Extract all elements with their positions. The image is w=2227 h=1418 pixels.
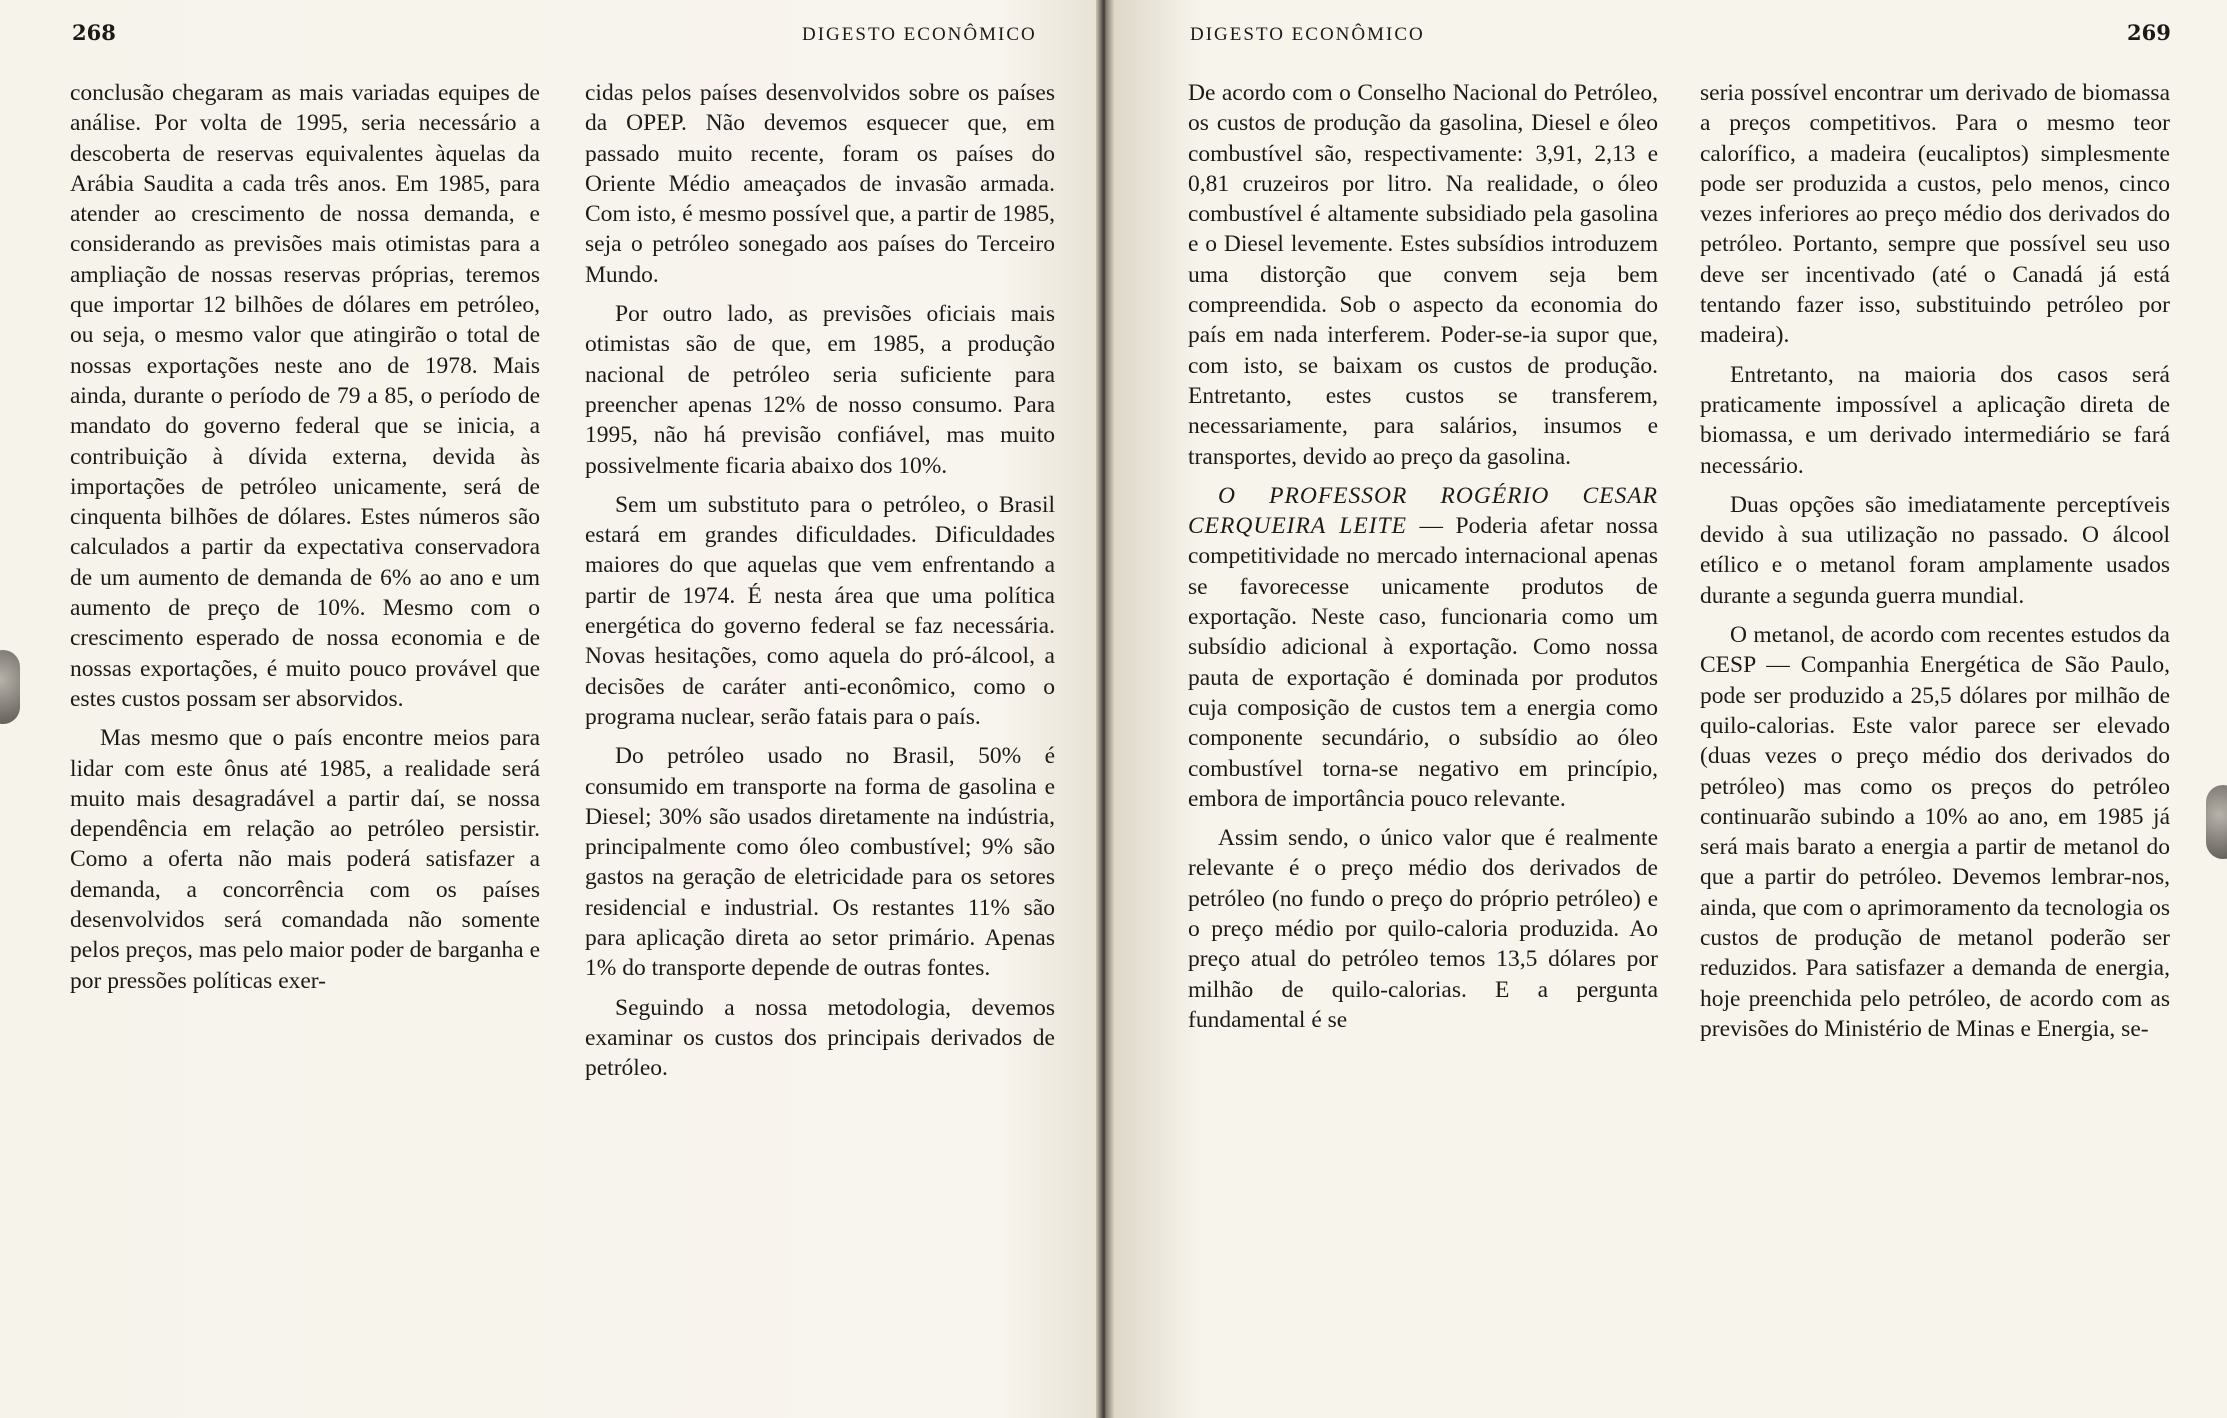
paragraph: Entretanto, na maioria dos casos será praticamente impossível a aplicação direta de biomassa, e um derivado intermediário se fará necessário. [1700,361,2170,479]
text-column-2 [585,78,1055,1084]
paragraph: Mas mesmo que o país encontre meios para lidar com este ônus até 1985, a realidade será muito mais desagradável a partir daí, se nossa dependência em relação ao petróleo persistir. Como a oferta não mais poderá satisfazer a demanda, a concorrência com os países desenvolvidos será comandada não somente pelos preços, mas pelo maior poder de barganha e por pressões políticas exer- [70,725,540,994]
paragraph: Duas opções são imediatamente perceptíveis devido à sua utilização no passado. O álcool etílico e o metanol foram amplamente usados durante a segunda guerra mundial. [1700,491,2170,609]
running-head-right: DIGESTO ECONÔMICO [1190,24,1425,45]
paragraph [1188,481,1658,814]
paragraph: Seguindo a nossa metodologia, devemos examinar os custos dos principais derivados de petróleo. [585,994,1055,1082]
book-gutter [1096,0,1114,1418]
paragraph: seria possível encontrar um derivado de biomassa a preços competitivos. Para o mesmo teor calorífico, a madeira (eucaliptos) simplesmente pode ser produzida a custos, pelo menos, cinco vezes inferiores ao preço médio dos derivados do petróleo. Portanto, sempre que possível seu uso deve ser incentivado (até o Canadá já está tentando fazer isso, substituindo petróleo por madeira). [1700,80,2170,349]
paragraph: conclusão chegaram as mais variadas equipes de análise. Por volta de 1995, seria necessário a descoberta de reservas equivalentes àquelas da Arábia Saudita a cada três anos. Em 1985, para atender ao crescimento de nossa demanda, e considerando as previsões mais otimistas para a ampliação de nossas reservas próprias, teremos que importar 12 bilhões de dólares em petróleo, ou seja, o mesmo valor que atingirão o total de nossas exportações neste ano de 1978. Mais ainda, durante o período de 79 a 85, o período de mandato do governo federal que se inicia, a contribuição à dívida externa, devida às importações de petróleo unicamente, será de cinquenta bilhões de dólares. Estes números são calculados a partir da expectativa conservadora de um aumento de demanda de 6% ao ano e um aumento de preço de 10%. Mesmo com o crescimento esperado de nossa economia e de nossas exportações, é muito pouco provável que estes custos possam ser absorvidos. [70,80,540,712]
paragraph: cidas pelos países desenvolvidos sobre os países da OPEP. Não devemos esquecer que, em passado muito recente, foram os países do Oriente Médio ameaçados de invasão armada. Com isto, é mesmo possível que, a partir de 1985, seja o petróleo sonegado aos países do Terceiro Mundo. [585,80,1055,288]
speaker-text: — Poderia afetar nossa competitividade no mercado internacional apenas se favorecesse unicamente produtos de exportação. Neste caso, funcionaria como um subsídio adicional à exportação. Como nossa pauta de exportação é dominada por produtos cuja composição de custos tem a energia como componente secundário, o subsídio ao óleo combustível torna-se negativo em princípio, embora de importância pouco relevante. [1188,513,1658,812]
running-head-left: DIGESTO ECONÔMICO [802,24,1037,45]
text-column-4 [1700,78,2170,1044]
paragraph: De acordo com o Conselho Nacional do Petróleo, os custos de produção da gasolina, Diesel e óleo combustível são, respectivamente: 3,91, 2,13 e 0,81 cruzeiros por litro. Na realidade, o óleo combustível é altamente subsidiado pela gasolina e o Diesel levemente. Estes subsídios introduzem uma distorção que convem seja bem compreendida. Sob o aspecto da economia do país em nada interferem. Poder-se-ia supor que, com isto, se baixam os custos de produção. Entretanto, estes custos se transferem, necessariamente, para salários, insumos e transportes, devido ao preço da gasolina. [1188,80,1658,470]
text-column-1 [70,78,540,996]
left-page [0,0,1110,1418]
page-number-left: 268 [72,20,116,45]
binding-clip-right [2206,785,2227,859]
speaker-name: O PROFESSOR ROGÉRIO CESAR CERQUEIRA LEITE [1188,482,1658,540]
page-number-right: 269 [2127,20,2171,45]
paragraph: O metanol, de acordo com recentes estudos da CESP — Companhia Energética de São Paulo, pode ser produzido a 25,5 dólares por milhão de quilo-calorias. Este valor parece ser elevado (duas vezes o preço médio dos derivados do petróleo) mas como os preços do petróleo continuarão subindo a 10% ao ano, em 1985 já será mais barato a energia a partir de metanol do que a partir do petróleo. Devemos lembrar-nos, ainda, que com o aprimoramento da tecnologia os custos de produção de metanol poderão ser reduzidos. Para satisfazer a demanda de energia, hoje preenchida pelo petróleo, de acordo com as previsões do Ministério de Minas e Energia, se- [1700,622,2170,1042]
text-column-3 [1188,78,1658,1035]
paragraph: Do petróleo usado no Brasil, 50% é consumido em transporte na forma de gasolina e Diesel; 30% são usados diretamente na indústria, principalmente como óleo combustível; 9% são gastos na geração de eletricidade para os setores residencial e industrial. Os restantes 11% são para aplicação direta ao setor primário. Apenas 1% do transporte depende de outras fontes. [585,743,1055,982]
binding-clip-left [0,650,20,724]
paragraph: Por outro lado, as previsões oficiais mais otimistas são de que, em 1985, a produção nacional de petróleo seria suficiente para preencher apenas 12% de nosso consumo. Para 1995, não há previsão confiável, mas muito possivelmente ficaria abaixo dos 10%. [585,301,1055,479]
paragraph: Assim sendo, o único valor que é realmente relevante é o preço médio dos derivados de petróleo (no fundo o preço do próprio petróleo) e o preço médio por quilo-caloria produzida. Ao preço atual do petróleo temos 13,5 dólares por milhão de quilo-calorias. E a pergunta fundamental é se [1188,825,1658,1033]
paragraph: Sem um substituto para o petróleo, o Brasil estará em grandes dificuldades. Dificuldades maiores do que aquelas que vem enfrentando a partir de 1974. É nesta área que uma política energética do governo federal se faz necessária. Novas hesitações, como aquela do pró-álcool, a decisões de caráter anti-econômico, como o programa nuclear, serão fatais para o país. [585,491,1055,730]
